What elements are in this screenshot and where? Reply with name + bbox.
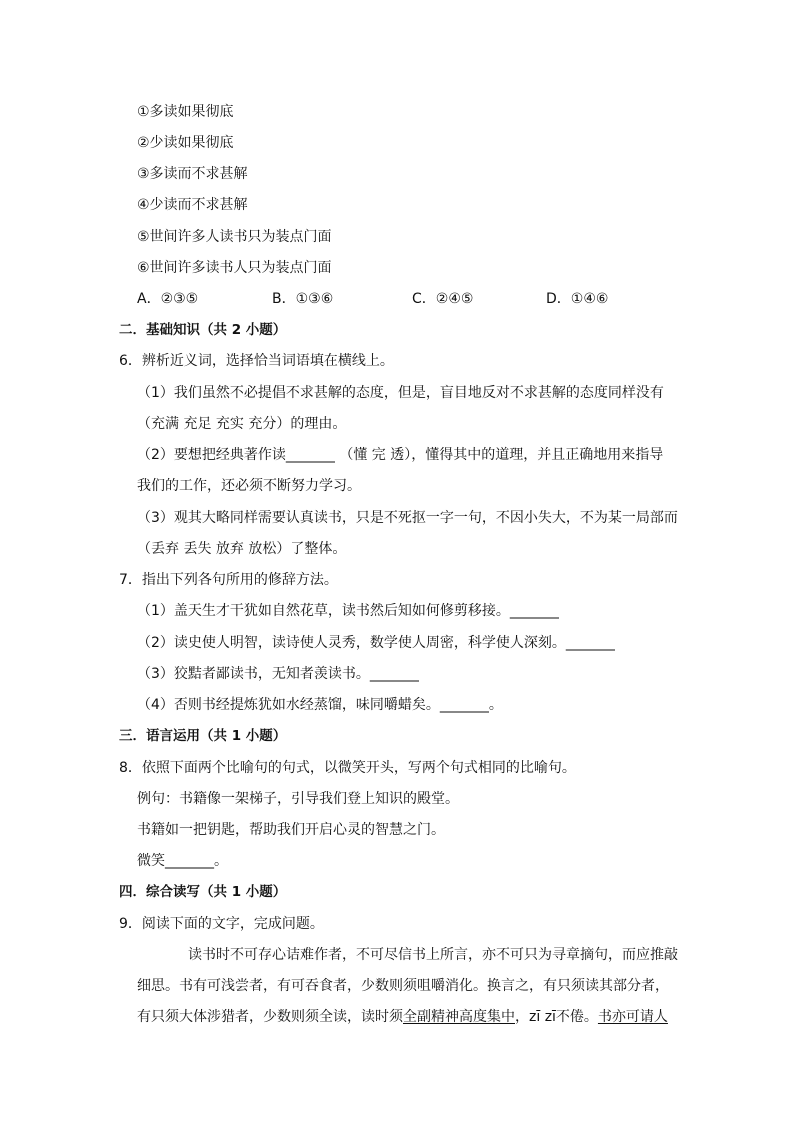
q6-part1-line1: （1）我们虽然不必提倡不求甚解的态度，但是，盲目地反对不求甚解的态度同样没有 [137, 385, 664, 401]
underlined-phrase-2: 书亦可请人 [597, 1009, 668, 1025]
q6-part1-line2: （充满 充足 充实 充分）的理由。 [137, 416, 347, 432]
option-1: ①多读如果彻底 [137, 104, 234, 120]
section-2-heading: 二．基础知识（共 2 小题） [119, 322, 287, 338]
q6-stem: 6．辨析近义词，选择恰当词语填在横线上。 [119, 353, 394, 369]
q7-sentence-3: （3）狡黠者鄙读书，无知者羡读书。_______ [137, 666, 419, 682]
choice-b: B．①③⑥ [272, 291, 334, 307]
passage-line-1: 读书时不可存心诘难作者，不可尽信书上所言，亦不可只为寻章摘句，而应推敲 [188, 947, 678, 963]
q7-sentence-4: （4）否则书经提炼犹如水经蒸馏，味同嚼蜡矣。_______。 [137, 697, 503, 713]
q8-answer-line: 微笑_______。 [137, 853, 228, 869]
q8-example-1: 例句：书籍像一架梯子，引导我们登上知识的殿堂。 [137, 791, 459, 807]
q8-stem: 8．依照下面两个比喻句的句式，以微笑开头，写两个句式相同的比喻句。 [119, 760, 576, 776]
q6-part3-line2: （丢弃 丢失 放弃 放松）了整体。 [137, 541, 347, 557]
q6-part2-line2: 我们的工作，还必须不断努力学习。 [137, 478, 361, 494]
option-6: ⑥世间许多读书人只为装点门面 [137, 260, 332, 276]
q6-part2-line1: （2）要想把经典著作读_______ （懂 完 透），懂得其中的道理，并且正确地用来指导 [137, 447, 664, 463]
q7-stem: 7．指出下列各句所用的修辞方法。 [119, 572, 338, 588]
passage-line-2: 细思。书有可浅尝者，有可吞食者，少数则须咀嚼消化。换言之，有只须读其部分者， [137, 978, 669, 994]
choice-a: A．②③⑤ [137, 291, 199, 307]
option-5: ⑤世间许多人读书只为装点门面 [137, 229, 332, 245]
q6-part3-line1: （3）观其大略同样需要认真读书，只是不死抠一字一句，不因小失大，不为某一局部而 [137, 510, 678, 526]
q9-stem: 9．阅读下面的文字，完成问题。 [119, 916, 324, 932]
q7-sentence-2: （2）读史使人明智，读诗使人灵秀，数学使人周密，科学使人深刻。_______ [137, 635, 615, 651]
section-4-heading: 四．综合读写（共 1 小题） [119, 884, 287, 900]
choice-c: C．②④⑤ [412, 291, 474, 307]
choice-d: D．①④⑥ [546, 291, 609, 307]
underlined-phrase-1: 全副精神高度集中 [403, 1009, 515, 1025]
option-2: ②少读如果彻底 [137, 135, 234, 151]
passage-text-b: ，zī zī不倦。 [515, 1009, 598, 1025]
option-3: ③多读而不求甚解 [137, 166, 248, 182]
section-3-heading: 三．语言运用（共 1 小题） [119, 728, 287, 744]
option-4: ④少读而不求甚解 [137, 197, 248, 213]
q8-example-2: 书籍如一把钥匙，帮助我们开启心灵的智慧之门。 [137, 822, 445, 838]
q7-sentence-1: （1）盖天生才干犹如自然花草，读书然后知如何修剪移接。_______ [137, 603, 559, 619]
passage-line-3 [137, 1007, 668, 1027]
passage-text-a: 有只须大体涉猎者，少数则须全读，读时须 [137, 1009, 403, 1025]
